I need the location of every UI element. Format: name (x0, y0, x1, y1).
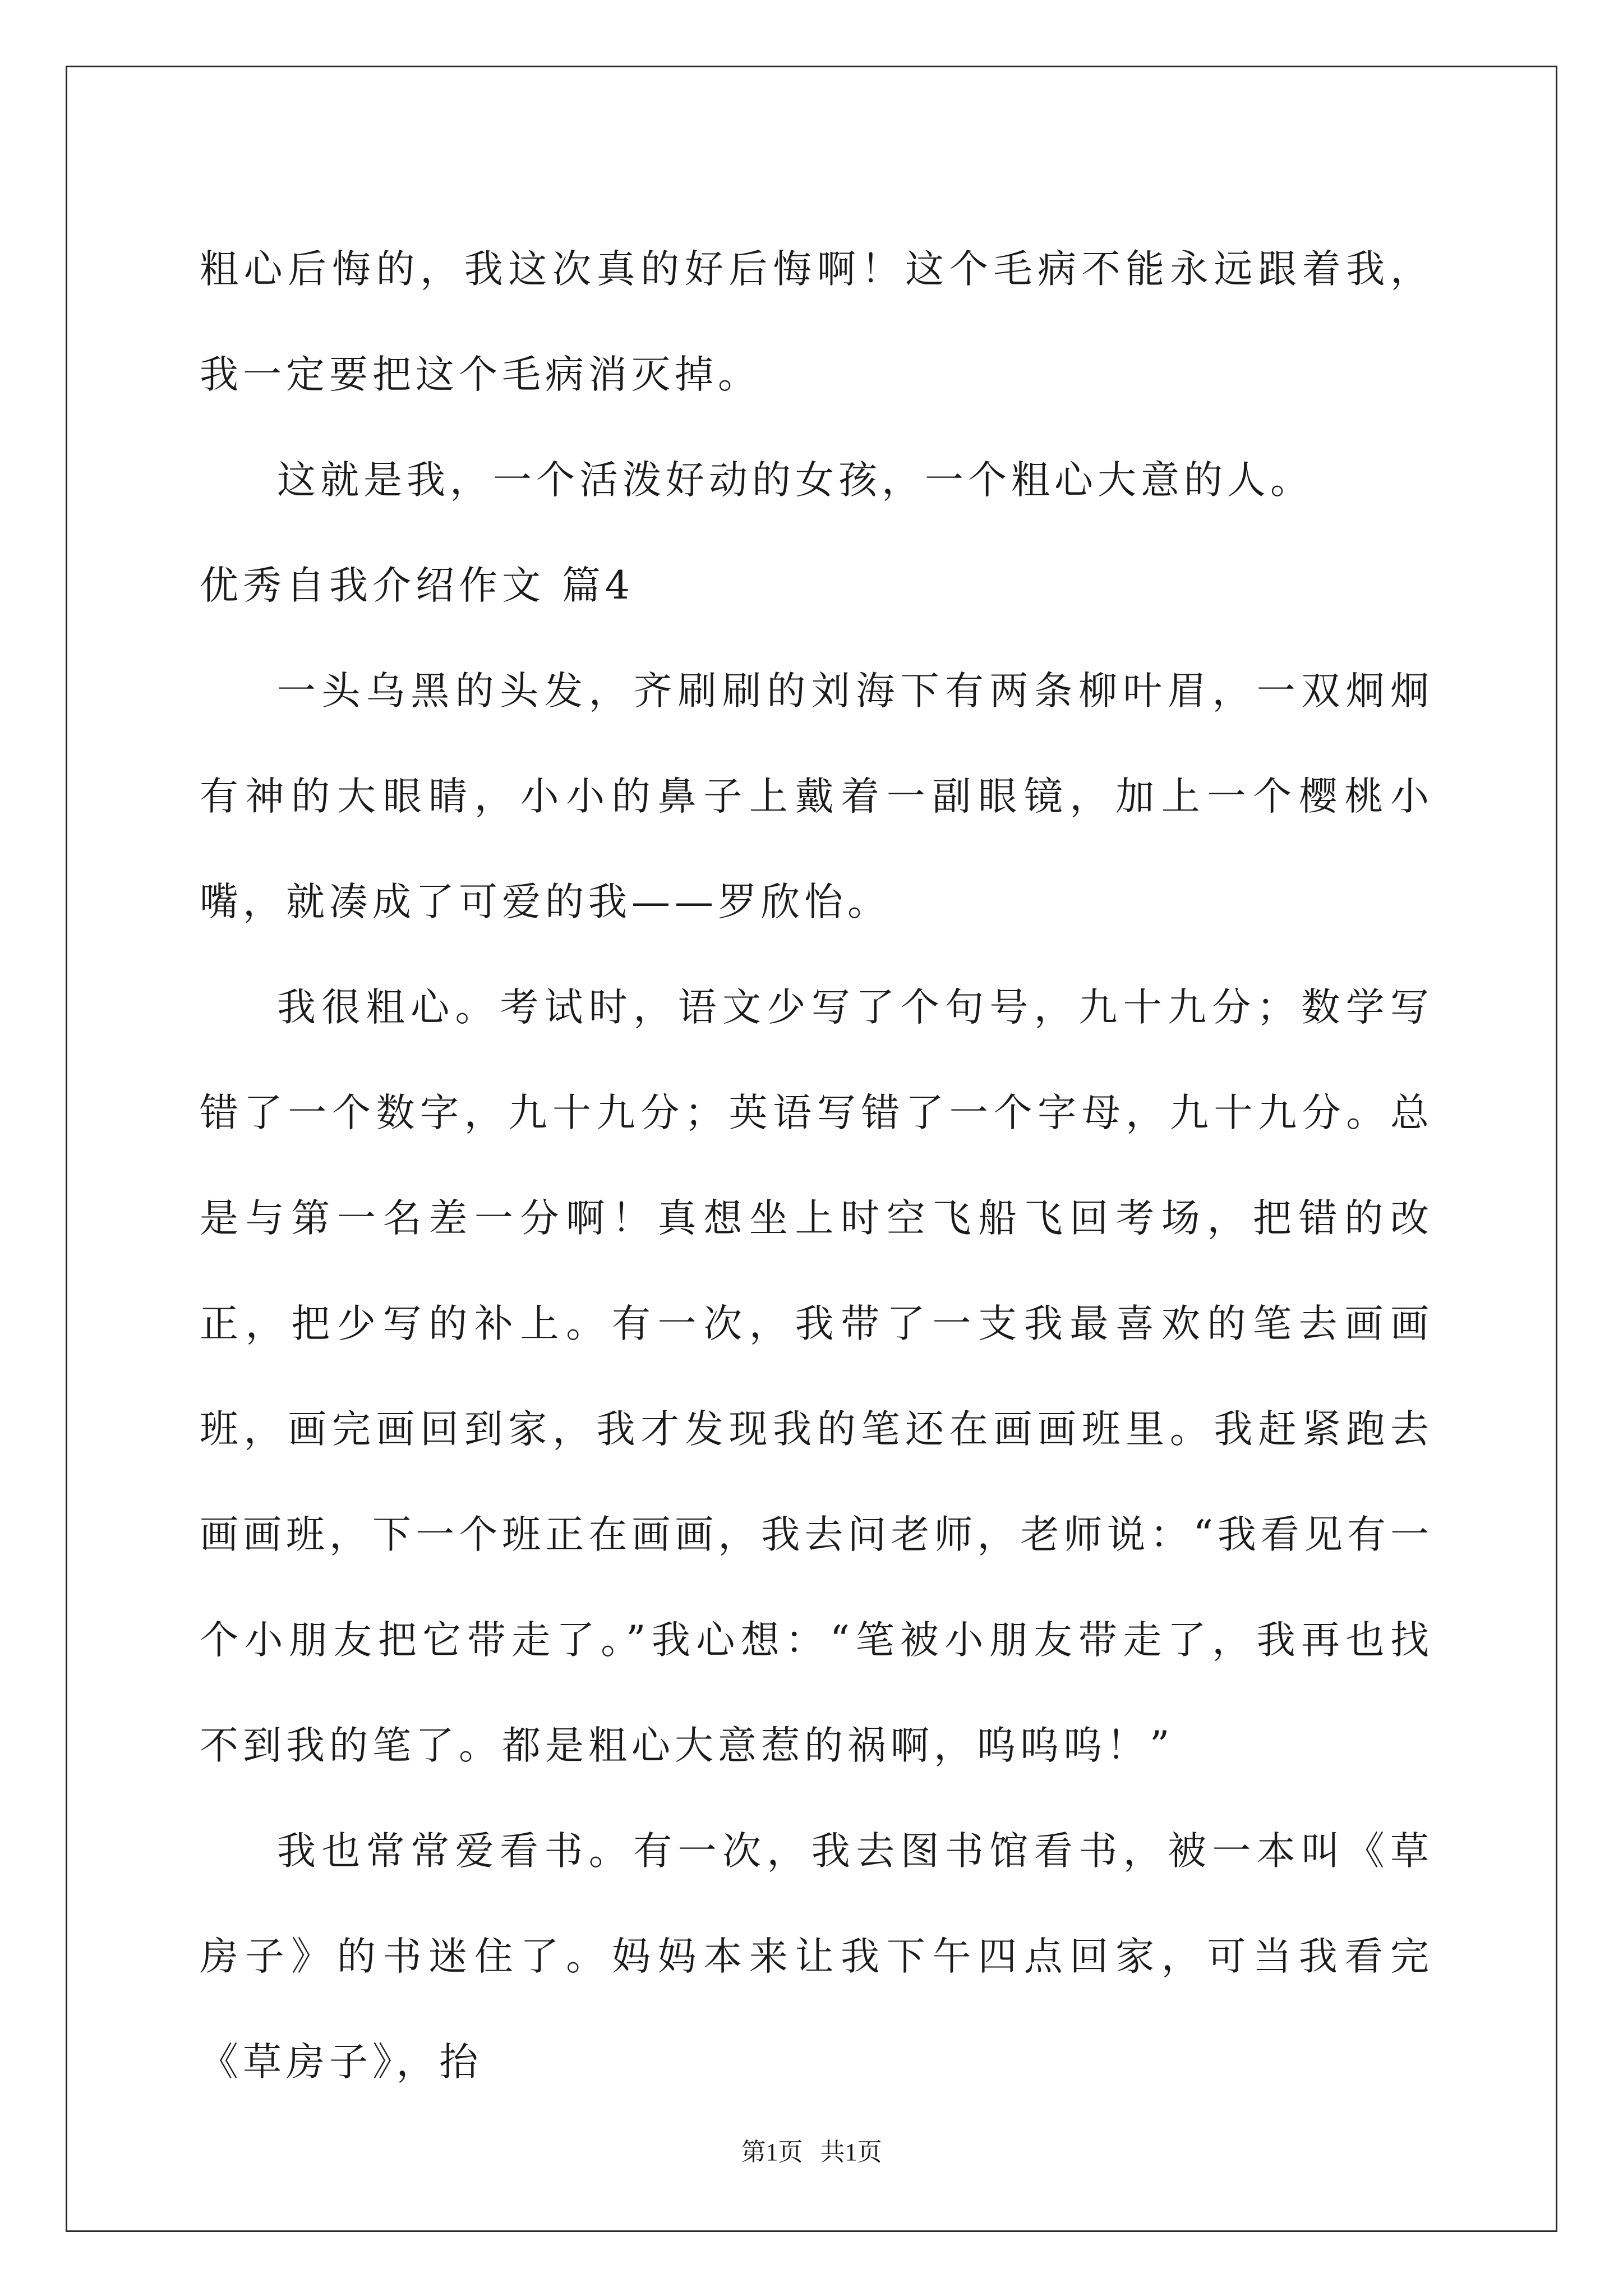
paragraph: 这就是我，一个活泼好动的女孩，一个粗心大意的人。 (277, 458, 1313, 503)
section-title: 优秀自我介绍作文 篇4 (200, 563, 634, 608)
paragraph: 我很粗心。考试时，语文少写了个句号，九十九分；数学写错了一个数字，九十九分；英语写错了一个字母，九十九分。总是与第一名差一分啊！真想坐上时空飞船飞回考场，把错的改正，把少写的补上。有一次，我带了一支我最喜欢的笔去画画班，画完画回到家，我才发现我的笔还在画画班里。我赶紧跑去画画班，下一个班正在画画，我去问老师，老师说：“我看见有一个小朋友把它带走了。”我心想：“笔被小朋友带走了，我再也找不到我的笔了。都是粗心大意惹的祸啊，呜呜呜！” (200, 985, 1433, 1768)
document-body (200, 217, 1433, 2115)
paragraph: 我也常常爱看书。有一次，我去图书馆看书，被一本叫《草房子》的书迷住了。妈妈本来让我下午四点回家，可当我看完《草房子》，抬 (200, 1829, 1433, 2085)
paragraph: 粗心后悔的，我这次真的好后悔啊！这个毛病不能永远跟着我，我一定要把这个毛病消灭掉。 (200, 247, 1433, 397)
paragraph: 一头乌黑的头发，齐刷刷的刘海下有两条柳叶眉，一双炯炯有神的大眼睛，小小的鼻子上戴着一副眼镜，加上一个樱桃小嘴，就凑成了可爱的我——罗欣怡。 (200, 669, 1433, 924)
page-number-footer: 第1页 共1页 (741, 2138, 882, 2166)
